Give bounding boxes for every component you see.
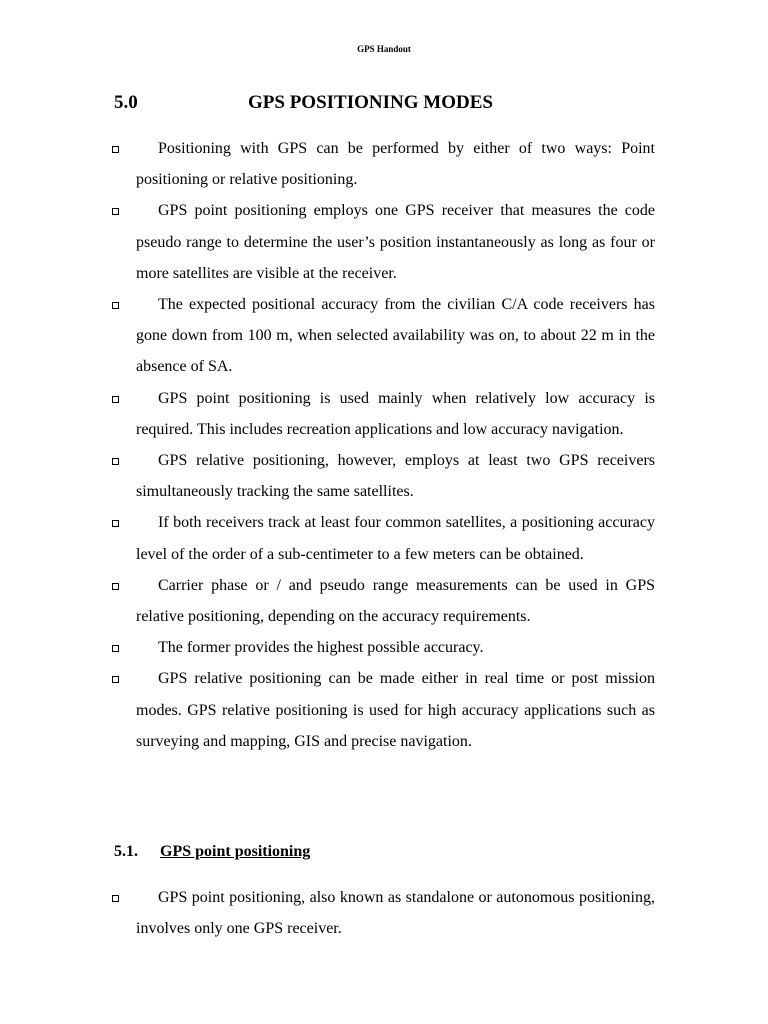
subsection-title: GPS point positioning [160,843,311,860]
list-item [110,383,655,445]
square-bullet-icon [112,396,119,403]
list-item [110,133,655,195]
subsection-number: 5.1. [114,843,138,860]
list-item [110,507,655,569]
page-header: GPS Handout [357,44,411,54]
section-title: GPS POSITIONING MODES [248,92,493,113]
list-item [110,289,655,383]
square-bullet-icon [112,645,119,652]
subsection-bullet-list [110,882,655,944]
bullet-text: The former provides the highest possible accuracy. [158,639,484,657]
bullet-text: If both receivers track at least four common satellites, a positioning accuracy level of the order of a sub-centimeter to a few meters can be obtained. [136,514,655,563]
list-item [110,632,655,663]
list-item [110,195,655,289]
bullet-text: Positioning with GPS can be performed by either of two ways: Point positioning or relative positioning. [136,140,655,189]
bullet-list [110,133,655,757]
bullet-text: GPS point positioning, also known as standalone or autonomous positioning, involves only one GPS receiver. [136,889,655,938]
square-bullet-icon [112,458,119,465]
bullet-text: Carrier phase or / and pseudo range measurements can be used in GPS relative positioning, depending on the accuracy requirements. [136,576,655,626]
square-bullet-icon [112,520,119,527]
bullet-text: The expected positional accuracy from the civilian C/A code receivers has gone down from 100 m, when selected availability was on, to about 22 m in the absence of SA. [136,296,655,376]
square-bullet-icon [112,676,119,683]
bullet-text: GPS point positioning employs one GPS receiver that measures the code pseudo range to determine the user’s position instantaneously as long as four or more satellites are visible at the receiver. [136,202,655,282]
list-item [110,570,655,632]
square-bullet-icon [112,146,119,153]
list-item [110,882,655,944]
square-bullet-icon [112,208,119,215]
bullet-text: GPS point positioning is used mainly when relatively low accuracy is required. This includes recreation applications and low accuracy navigation. [136,389,655,438]
square-bullet-icon [112,583,119,590]
list-item [110,663,655,757]
square-bullet-icon [112,895,119,902]
square-bullet-icon [112,302,119,309]
bullet-text: GPS relative positioning can be made either in real time or post mission modes. GPS relative positioning is used for high accuracy applications such as surveying and mapping, GIS and precise navigation. [136,670,655,750]
section-number: 5.0 [114,92,138,113]
bullet-text: GPS relative positioning, however, employs at least two GPS receivers simultaneously tracking the same satellites. [136,452,655,501]
list-item [110,445,655,507]
section-heading [114,92,674,120]
